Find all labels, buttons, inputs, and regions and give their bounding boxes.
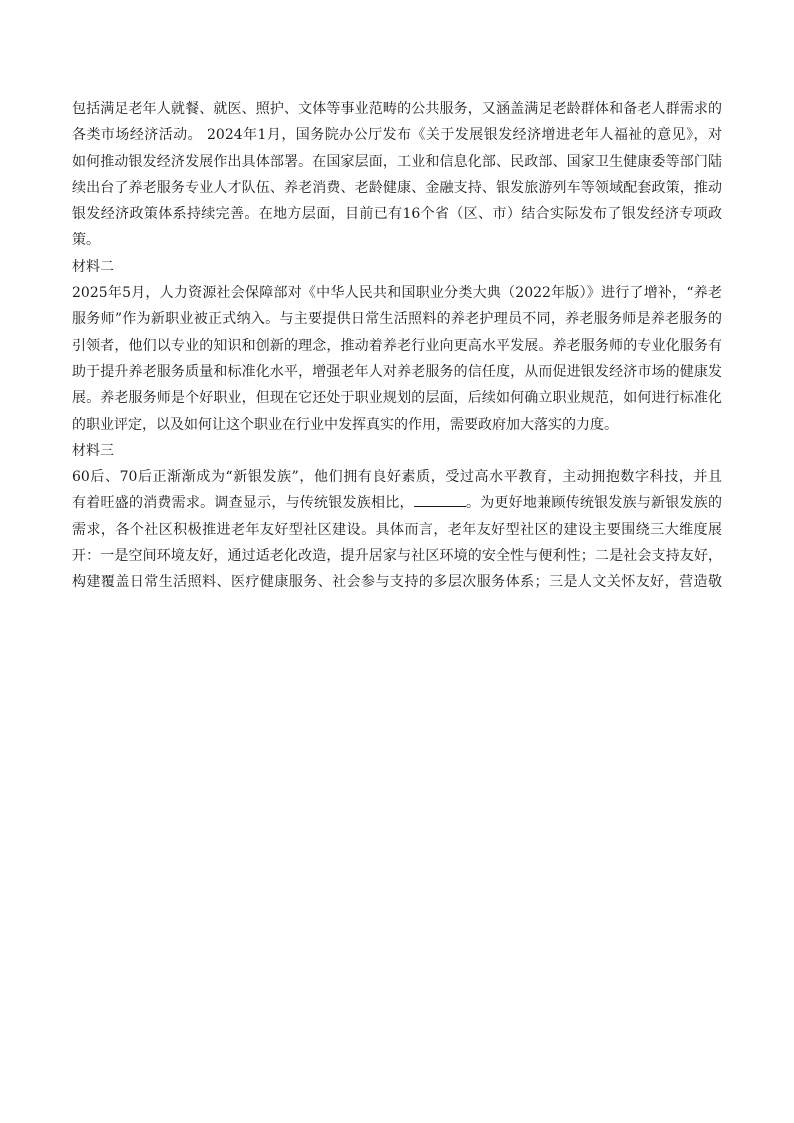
text-line: 2025年5月，人力资源社会保障部对《中华人民共和国职业分类大典（2022年版）》进行了增补，“养老: [72, 285, 722, 302]
text-line: 需求，各个社区积极推进老年友好型社区建设。具体而言，老年友好型社区的建设主要围绕三大维度展: [72, 521, 722, 538]
text-line: 60后、70后正渐渐成为“新银发族”，他们拥有良好素质，受过高水平教育，主动拥抱数字科技，并且: [72, 469, 722, 486]
text-line: 续出台了养老服务专业人才队伍、养老消费、老龄健康、金融支持、银发旅游列车等领域配套政策，推动: [72, 179, 722, 196]
material-2-paragraph: [72, 280, 722, 438]
text-line: 服务师”作为新职业被正式纳入。与主要提供日常生活照料的养老护理员不同，养老服务师是养老服务的: [72, 311, 722, 328]
text-segment: 。为更好地兼顾传统银发族与新银发族的: [465, 495, 723, 512]
intro-paragraph: [72, 96, 722, 254]
text-segment: 有着旺盛的消费需求。调查显示，与传统银发族相比，: [72, 495, 414, 512]
document-page: [72, 96, 722, 596]
text-line: 策。: [72, 232, 100, 249]
text-line: 的职业评定，以及如何让这个职业在行业中发挥真实的作用，需要政府加大落实的力度。: [72, 416, 618, 433]
text-line: 引领者，他们以专业的知识和创新的理念，推动着养老行业向更高水平发展。养老服务师的专业化服务有: [72, 337, 722, 354]
text-line: 展。养老服务师是个好职业，但现在它还处于职业规划的层面，后续如何确立职业规范，如何进行标准化: [72, 390, 722, 407]
text-line: 构建覆盖日常生活照料、医疗健康服务、社会参与支持的多层次服务体系；三是人文关怀友好，营造敬: [72, 574, 722, 591]
fill-in-blank: [414, 492, 466, 507]
text-line-with-blank: [72, 490, 722, 516]
material-2-heading: 材料二: [72, 258, 114, 275]
text-line: 如何推动银发经济发展作出具体部署。在国家层面，工业和信息化部、民政部、国家卫生健康委等部门陆: [72, 153, 722, 170]
material-3-paragraph: [72, 464, 722, 595]
text-line: 包括满足老年人就餐、就医、照护、文体等事业范畴的公共服务，又涵盖满足老龄群体和备老人群需求的: [72, 101, 722, 117]
text-line: 各类市场经济活动。 2024年1月，国务院办公厅发布《关于发展银发经济增进老年人福祉的意见》，对: [72, 127, 722, 144]
text-line: 助于提升养老服务质量和标准化水平，增强老年人对养老服务的信任度，从而促进银发经济市场的健康发: [72, 363, 722, 380]
material-3-heading: 材料三: [72, 442, 114, 459]
text-line: 开：一是空间环境友好，通过适老化改造，提升居家与社区环境的安全性与便利性；二是社会支持友好，: [72, 548, 722, 565]
text-line: 银发经济政策体系持续完善。在地方层面，目前已有16个省（区、市）结合实际发布了银发经济专项政: [72, 206, 722, 223]
